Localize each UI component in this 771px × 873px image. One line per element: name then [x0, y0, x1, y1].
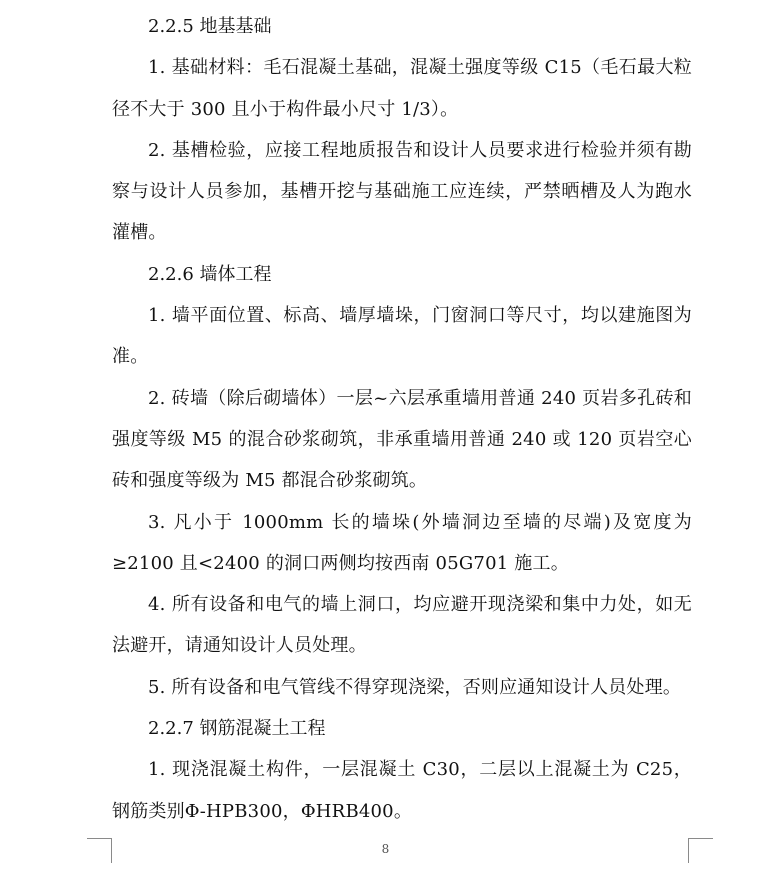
paragraph-foundation-material: 1. 基础材料：毛石混凝土基础，混凝土强度等级 C15（毛石最大粒径不大于 300 且小于构件最小尺寸 1/3）。: [112, 57, 692, 120]
paragraph-concrete-members: 1. 现浇混凝土构件，一层混凝土 C30，二层以上混凝土为 C25，钢筋类别Φ-HPB300，ΦHRB400。: [112, 759, 692, 822]
section-heading-2-2-6: 2.2.6 墙体工程: [148, 263, 272, 285]
section-heading-2-2-7: 2.2.7 钢筋混凝土工程: [148, 718, 326, 740]
page-number: 8: [381, 842, 390, 856]
paragraph-brick-wall: 2. 砖墙（除后砌墙体）一层~六层承重墙用普通 240 页岩多孔砖和强度等级 M5 的混合砂浆砌筑，非承重墙用普通 240 或 120 页岩空心砖和强度等级为 M5 都混合砂浆砌筑。: [112, 387, 692, 492]
section-heading-2-2-5: 2.2.5 地基基础: [148, 16, 272, 37]
paragraph-wall-openings: 4. 所有设备和电气的墙上洞口，均应避开现浇梁和集中力处，如无法避开，请通知设计人员处理。: [112, 594, 692, 657]
document-body: [112, 6, 692, 832]
paragraph-pipelines: 5. 所有设备和电气管线不得穿现浇梁，否则应通知设计人员处理。: [148, 676, 682, 698]
paragraph-wall-position: 1. 墙平面位置、标高、墙厚墙垛，门窗洞口等尺寸，均以建施图为准。: [112, 305, 692, 368]
paragraph-trench-inspection: 2. 基槽检验，应接工程地质报告和设计人员要求进行检验并须有勘察与设计人员参加，基槽开挖与基础施工应连续，严禁晒槽及人为跑水灌槽。: [112, 139, 692, 244]
paragraph-wall-pier: 3. 凡小于 1000mm 长的墙垛(外墙洞边至墙的尽端)及宽度为≥2100 且<2400 的洞口两侧均按西南 05G701 施工。: [112, 511, 692, 574]
